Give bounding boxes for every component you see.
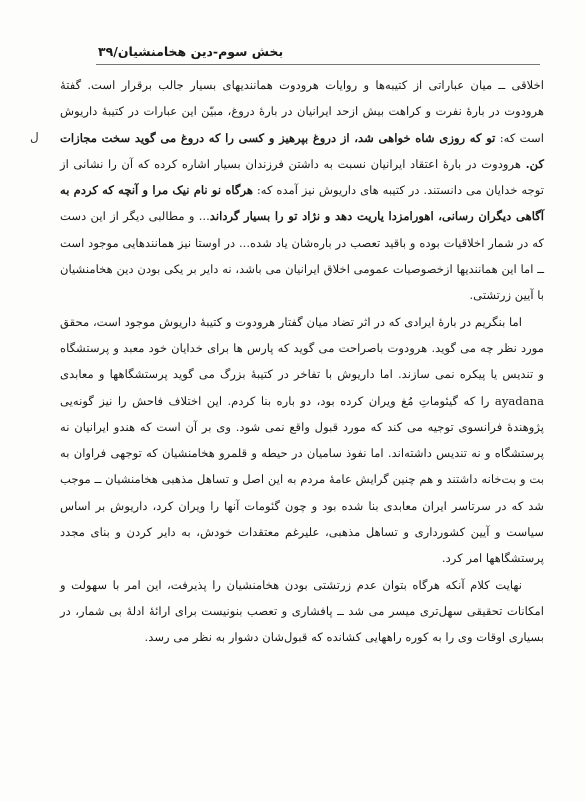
text-run: اخلاقی ــ میان عباراتی از کتیبه‌ها و روایات هرودوت همانندیهای بسیار جالب برقرار است. گفتهٔ هرودوت در بارهٔ نفرت و کراهت بیش ازحد ایرانیان در بارهٔ دروغ، مبیّن این عبارات در کتیبهٔ داریوش است که: <box>60 78 544 145</box>
paragraph-2 <box>60 309 544 572</box>
body-text <box>60 72 544 651</box>
paragraph-1 <box>60 72 544 309</box>
paragraph-3 <box>60 572 544 651</box>
text-run: اما بنگریم در بارهٔ ایرادی که در اثر تضاد میان گفتار هرودوت و کتیبهٔ داریوش موجود است، محقق مورد نظر چه می گوید. هرودوت باصراحت می گوید که پارس ها برای خدایان خود معبد و پرستشگاه و تندیس یا پیکره نمی سازند. اما داریوش با تفاخر در کتیبهٔ بزرگ می گوید پرستشگاهها و معابدی ayadana را که گیئوماتِ مُغ ویران کرده بود، دو باره بنا کردم. این اختلاف فاحش را نیز گونه‌یی پژوهندهٔ فرانسوی توجیه می کند که مورد قبول واقع نمی شود. وی بر آن است که هندو ایرانیان نه پرستشگاه و نه تندیس داشته‌اند. اما نفوذ سامیان در حیطه و قلمرو هخامنشیان که توجهی فراوان به بت و بت‌خانه داشتند و هم چنین گرایش عامهٔ مردم به این اصل و تساهل مذهبی هخامنشیان ــ موجب شد که در سرتاسر ایران معابدی بنا شده بود و چون گئومات آنها را ویران کرد، داریوش بر اساس سیاست و آیین کشورداری و تساهل مذهبی، علیرغم معتقدات خودش، به دایر کردن و بنای مجدد پرستشگاهها امر کرد. <box>60 314 544 566</box>
text-run: هرودوت در بارهٔ اعتقاد ایرانیان نسبت به داشتن فرزندان بسیار اشاره کرده که آن را نشانی از توجه خدایان می دانستند. در کتیبه های داریوش نیز آمده که: <box>60 156 544 198</box>
bold-text-run: هرگاه نو نام نیک مرا و آنچه که کردم به آگاهی دیگران رسانی، اهورامزدا یاریت دهد و نژاد تو را بسیار گرداند <box>60 183 544 224</box>
header-rule <box>96 64 540 65</box>
running-header: بخش سوم-دین هخامنشیان/۳۹ <box>98 44 284 59</box>
text-run: نهایت کلام آنکه هرگاه بتوان عدم زرتشتی بودن هخامنشیان را پذیرفت، این امر با سهولت و امکانات تحقیقی سهل‌تری میسر می شد ــ پافشاری و تعصب بنونیست برای ارائهٔ ادلهٔ بی شمار، در بسیاری اوقات وی را به کوره راههایی کشانده که قبول‌شان دشوار به نظر می رسد. <box>60 577 544 645</box>
margin-mark: ل <box>30 130 39 144</box>
bold-text-run: تو که روزی شاه خواهی شد، از دروغ بپرهیز و کسی را که دروغ می گوید سخت مجازات کن. <box>60 130 544 171</box>
text-run: ... و مطالبی دیگر از این دست که در شمار اخلاقیات بوده و باقید تعصب در باره‌شان یاد شده... در اوستا نیز همانندهایی موجود است ــ اما این همانندیها ازخصوصیات عمومی اخلاق ایرانیان می باشد، نه دایر بر یکی بودن دین هخامنشیان با آیین زرتشتی. <box>60 209 544 303</box>
